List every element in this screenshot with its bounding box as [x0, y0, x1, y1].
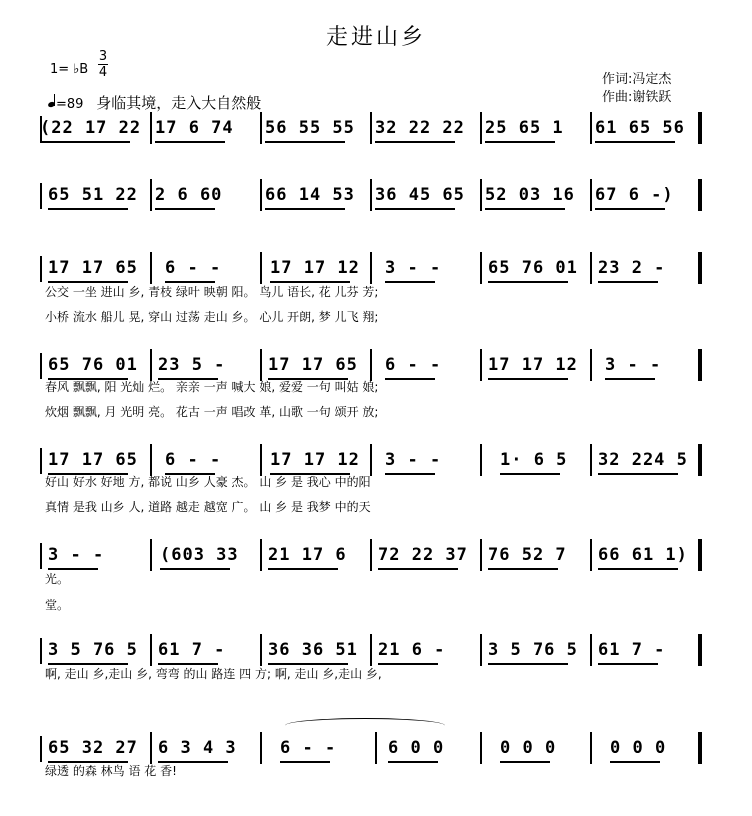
measure-notes: 0 0 0: [610, 738, 667, 758]
measure-notes: 1· 6 5: [500, 450, 568, 470]
lyric-line: 春风 飘飘, 阳 光灿 烂。 亲亲 一声 喊大 娘, 爱爱 一句 叫姑 娘;: [45, 380, 379, 394]
measure-notes: 52 03 16: [485, 185, 575, 205]
beam-line: [378, 663, 438, 665]
beam-line: [375, 141, 455, 143]
bar-line: [480, 179, 482, 211]
bar-line: [590, 112, 592, 144]
measure-notes: 3 5 76 5: [48, 640, 138, 660]
measure-notes: 61 7 -: [158, 640, 226, 660]
bar-line: [590, 252, 592, 284]
measure-notes: 65 76 01: [488, 258, 578, 278]
bar-line: [150, 444, 152, 476]
bar-line: [370, 634, 372, 666]
bar-line: [40, 638, 42, 664]
time-top: 3: [98, 49, 108, 64]
measure-notes: 6 - -: [385, 355, 442, 375]
measure-notes: 65 76 01: [48, 355, 138, 375]
measure-notes: 6 - -: [165, 450, 222, 470]
measure-notes: 3 - -: [48, 545, 105, 565]
bar-line: [698, 634, 702, 666]
bar-line: [260, 634, 262, 666]
bar-line: [480, 634, 482, 666]
time-signature: [98, 50, 108, 79]
beam-line: [485, 208, 565, 210]
beam-line: [280, 761, 330, 763]
bar-line: [370, 444, 372, 476]
beam-line: [375, 208, 455, 210]
bar-line: [40, 183, 42, 209]
beam-line: [378, 568, 458, 570]
tempo-marking: [48, 92, 261, 113]
measure-notes: 67 6 -): [595, 185, 674, 205]
measure-notes: 23 5 -: [158, 355, 226, 375]
bar-line: [698, 252, 702, 284]
measure-notes: 65 51 22: [48, 185, 138, 205]
bar-line: [590, 444, 592, 476]
key-signature: [50, 62, 88, 77]
lyric-line: 炊烟 飘飘, 月 光明 亮。 花古 一声 唱改 革, 山歌 一句 颂开 放;: [45, 405, 379, 419]
lyric-line: 堂。: [45, 598, 70, 612]
beam-line: [155, 208, 215, 210]
measure-notes: 76 52 7: [488, 545, 567, 565]
bar-line: [698, 349, 702, 381]
measure-notes: 25 65 1: [485, 118, 564, 138]
measure-notes: 2 6 60: [155, 185, 223, 205]
beam-line: [598, 281, 658, 283]
bar-line: [150, 634, 152, 666]
measure-notes: 17 17 12: [270, 258, 360, 278]
bar-line: [375, 732, 377, 764]
bar-line: [698, 539, 702, 571]
song-title: 走进山乡: [325, 25, 426, 50]
tempo-value: =89: [56, 97, 84, 112]
beam-line: [598, 473, 678, 475]
bar-line: [260, 539, 262, 571]
slur-mark: [285, 718, 445, 733]
lyric-line: 公交 一坐 进山 乡, 青枝 绿叶 映朝 阳。 鸟儿 语长, 花 儿芬 芳;: [45, 285, 379, 299]
beam-line: [488, 568, 558, 570]
lyricist: 作词:冯定杰: [602, 72, 672, 87]
bar-line: [40, 736, 42, 762]
lyric-line: 光。: [45, 572, 70, 586]
measure-notes: 6 - -: [165, 258, 222, 278]
beam-line: [485, 141, 555, 143]
beam-line: [488, 378, 568, 380]
measure-notes: 3 - -: [605, 355, 662, 375]
lyric-line: 绿透 的森 林鸟 语 花 香!: [45, 764, 177, 778]
bar-line: [590, 349, 592, 381]
measure-notes: 6 3 4 3: [158, 738, 237, 758]
measure-notes: 17 17 65: [48, 450, 138, 470]
composer: 作曲:谢铁跃: [602, 90, 672, 105]
key-label: 1=: [50, 62, 70, 77]
beam-line: [598, 568, 678, 570]
bar-line: [480, 539, 482, 571]
measure-notes: 61 65 56: [595, 118, 685, 138]
beam-line: [500, 473, 560, 475]
bar-line: [370, 112, 372, 144]
beam-line: [598, 663, 658, 665]
bar-line: [260, 179, 262, 211]
expression-text: 身临其境，走入大自然般: [96, 94, 262, 112]
measure-notes: 66 61 1): [598, 545, 688, 565]
bar-line: [370, 539, 372, 571]
beam-line: [265, 141, 345, 143]
bar-line: [480, 252, 482, 284]
measure-notes: 23 2 -: [598, 258, 666, 278]
measure-notes: 6 - -: [280, 738, 337, 758]
bar-line: [260, 252, 262, 284]
bar-line: [480, 444, 482, 476]
beam-line: [388, 761, 438, 763]
bar-line: [698, 112, 702, 144]
bar-line: [40, 256, 42, 282]
measure-notes: 17 17 12: [270, 450, 360, 470]
measure-notes: 61 7 -: [598, 640, 666, 660]
beam-line: [385, 378, 435, 380]
beam-line: [40, 141, 130, 143]
measure-notes: 0 0 0: [500, 738, 557, 758]
beam-line: [610, 761, 660, 763]
lyric-line: 小桥 流水 船儿 晃, 穿山 过荡 走山 乡。 心儿 开朗, 梦 儿飞 翔;: [45, 310, 379, 324]
beam-line: [385, 473, 435, 475]
beam-line: [595, 141, 675, 143]
beam-line: [385, 281, 435, 283]
measure-notes: 6 0 0: [388, 738, 445, 758]
bar-line: [480, 732, 482, 764]
beam-line: [605, 378, 655, 380]
beam-line: [488, 281, 568, 283]
bar-line: [698, 732, 702, 764]
key-flat: ♭B: [73, 62, 89, 77]
lyric-line: 好山 好水 好地 方, 都说 山乡 人豪 杰。 山 乡 是 我心 中的阳: [45, 475, 371, 489]
bar-line: [480, 349, 482, 381]
bar-line: [480, 112, 482, 144]
beam-line: [500, 761, 550, 763]
bar-line: [370, 179, 372, 211]
beam-line: [595, 208, 665, 210]
measure-notes: (22 17 22: [40, 118, 142, 138]
bar-line: [370, 252, 372, 284]
measure-notes: 3 - -: [385, 258, 442, 278]
measure-notes: 36 36 51: [268, 640, 358, 660]
bar-line: [150, 349, 152, 381]
bar-line: [40, 448, 42, 474]
bar-line: [590, 179, 592, 211]
bar-line: [590, 539, 592, 571]
measure-notes: (603 33: [160, 545, 239, 565]
bar-line: [150, 252, 152, 284]
bar-line: [590, 732, 592, 764]
measure-notes: 17 17 65: [268, 355, 358, 375]
bar-line: [260, 732, 262, 764]
measure-notes: 56 55 55: [265, 118, 355, 138]
measure-notes: 36 45 65: [375, 185, 465, 205]
measure-notes: 21 6 -: [378, 640, 446, 660]
measure-notes: 65 32 27: [48, 738, 138, 758]
beam-line: [48, 208, 128, 210]
time-bottom: 4: [98, 65, 108, 80]
bar-line: [698, 179, 702, 211]
bar-line: [150, 112, 152, 144]
quarter-note-icon: [48, 94, 56, 112]
measure-notes: 17 17 65: [48, 258, 138, 278]
bar-line: [40, 543, 42, 569]
measure-notes: 32 224 5: [598, 450, 688, 470]
bar-line: [150, 179, 152, 211]
beam-line: [155, 141, 225, 143]
bar-line: [370, 349, 372, 381]
beam-line: [268, 568, 338, 570]
measure-notes: 66 14 53: [265, 185, 355, 205]
measure-notes: 32 22 22: [375, 118, 465, 138]
measure-notes: 3 5 76 5: [488, 640, 578, 660]
measure-notes: 17 17 12: [488, 355, 578, 375]
beam-line: [488, 663, 568, 665]
bar-line: [150, 732, 152, 764]
bar-line: [260, 112, 262, 144]
bar-line: [260, 349, 262, 381]
lyric-line: 啊, 走山 乡,走山 乡, 弯弯 的山 路连 四 方; 啊, 走山 乡,走山 乡,: [45, 667, 382, 681]
bar-line: [698, 444, 702, 476]
measure-notes: 21 17 6: [268, 545, 347, 565]
bar-line: [590, 634, 592, 666]
beam-line: [160, 568, 230, 570]
measure-notes: 3 - -: [385, 450, 442, 470]
bar-line: [260, 444, 262, 476]
measure-notes: 72 22 37: [378, 545, 468, 565]
bar-line: [150, 539, 152, 571]
lyric-line: 真情 是我 山乡 人, 道路 越走 越宽 广。 山 乡 是 我梦 中的天: [45, 500, 371, 514]
bar-line: [40, 353, 42, 379]
beam-line: [265, 208, 345, 210]
measure-notes: 17 6 74: [155, 118, 234, 138]
